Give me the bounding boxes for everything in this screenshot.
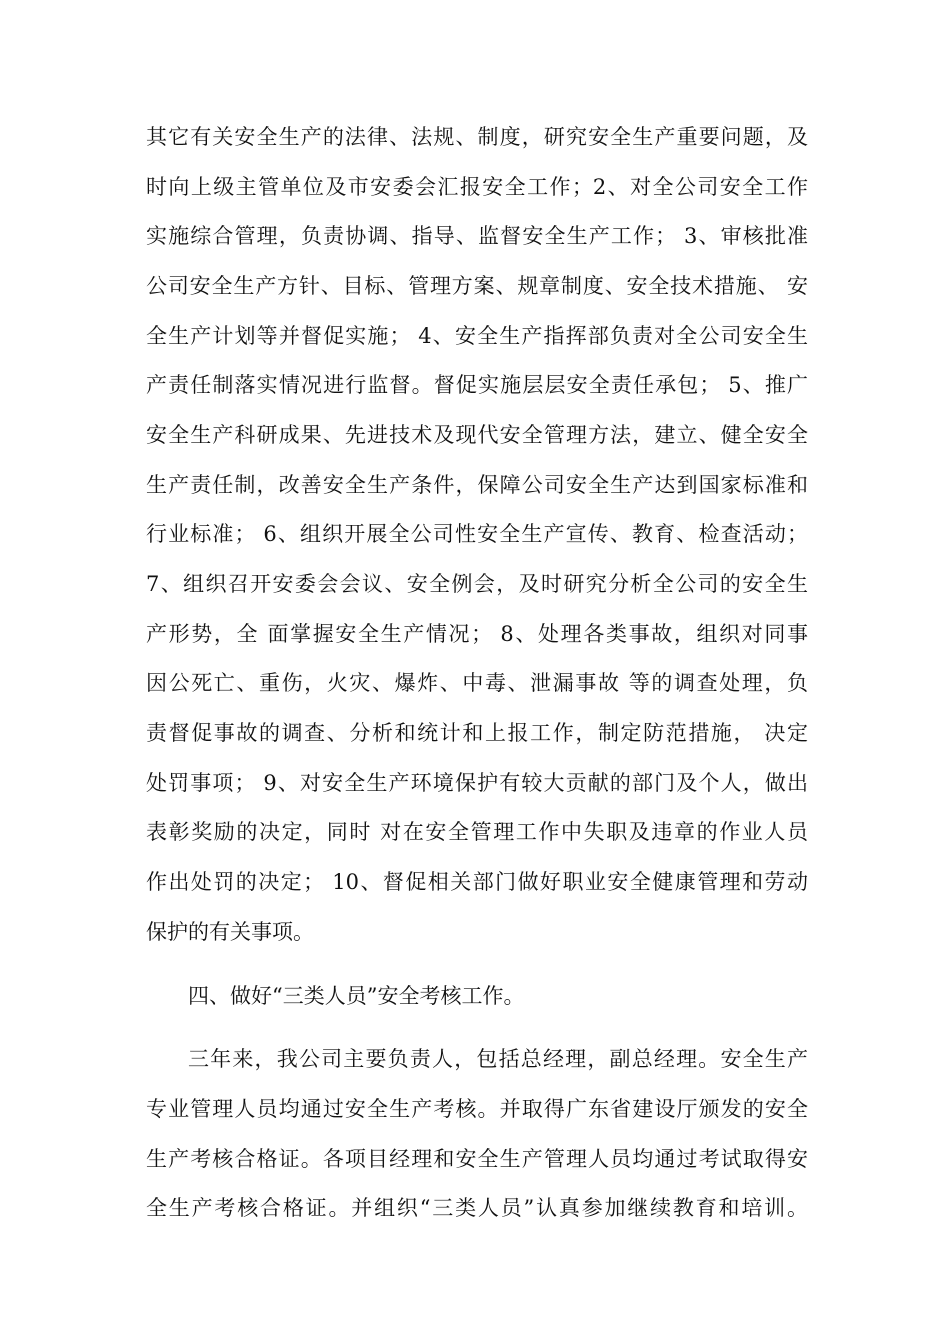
- section-heading: 四、做好“三类人员”安全考核工作。: [188, 984, 525, 1008]
- paragraph-line: 公司安全生产方针、目标、管理方案、规章制度、安全技术措施、 安: [146, 274, 808, 298]
- paragraph-line: 产责任制落实情况进行监督。督促实施层层安全责任承包； 5、推广: [146, 373, 808, 397]
- paragraph-line: 责督促事故的调查、分析和统计和上报工作，制定防范措施， 决定: [146, 721, 808, 745]
- paragraph-line: 时向上级主管单位及市安委会汇报安全工作；2、对全公司安全工作: [146, 175, 808, 199]
- paragraph-line: 表彰奖励的决定，同时 对在安全管理工作中失职及违章的作业人员: [146, 820, 808, 844]
- paragraph-line: 处罚事项； 9、对安全生产环境保护有较大贡献的部门及个人，做出: [146, 771, 808, 795]
- paragraph-line: 保护的有关事项。: [146, 920, 314, 944]
- paragraph-line: 生产责任制，改善安全生产条件，保障公司安全生产达到国家标准和: [146, 473, 808, 497]
- paragraph-line: 其它有关安全生产的法律、法规、制度，研究安全生产重要问题，及: [146, 125, 808, 149]
- paragraph-line: 全生产计划等并督促实施； 4、安全生产指挥部负责对全公司安全生: [146, 324, 808, 348]
- paragraph-line: 因公死亡、重伤，火灾、爆炸、中毒、泄漏事故 等的调查处理，负: [146, 671, 808, 695]
- paragraph-line: 三年来，我公司主要负责人，包括总经理，副总经理。安全生产: [188, 1047, 808, 1071]
- paragraph-line: 全生产考核合格证。并组织“三类人员”认真参加继续教育和培训。: [146, 1196, 808, 1220]
- paragraph-line: 生产考核合格证。各项目经理和安全生产管理人员均通过考试取得安: [146, 1147, 808, 1171]
- paragraph-line: 7、组织召开安委会会议、安全例会，及时研究分析全公司的安全生: [146, 572, 808, 596]
- paragraph-line: 作出处罚的决定； 10、督促相关部门做好职业安全健康管理和劳动: [146, 870, 808, 894]
- paragraph-line: 实施综合管理，负责协调、指导、监督安全生产工作； 3、审核批准: [146, 224, 808, 248]
- paragraph-line: 专业管理人员均通过安全生产考核。并取得广东省建设厅颁发的安全: [146, 1097, 808, 1121]
- paragraph-line: 产形势，全 面掌握安全生产情况； 8、处理各类事故，组织对同事: [146, 622, 808, 646]
- paragraph-line: 安全生产科研成果、先进技术及现代安全管理方法，建立、健全安全: [146, 423, 808, 447]
- paragraph-line: 行业标准； 6、组织开展全公司性安全生产宣传、教育、检查活动；: [146, 522, 808, 546]
